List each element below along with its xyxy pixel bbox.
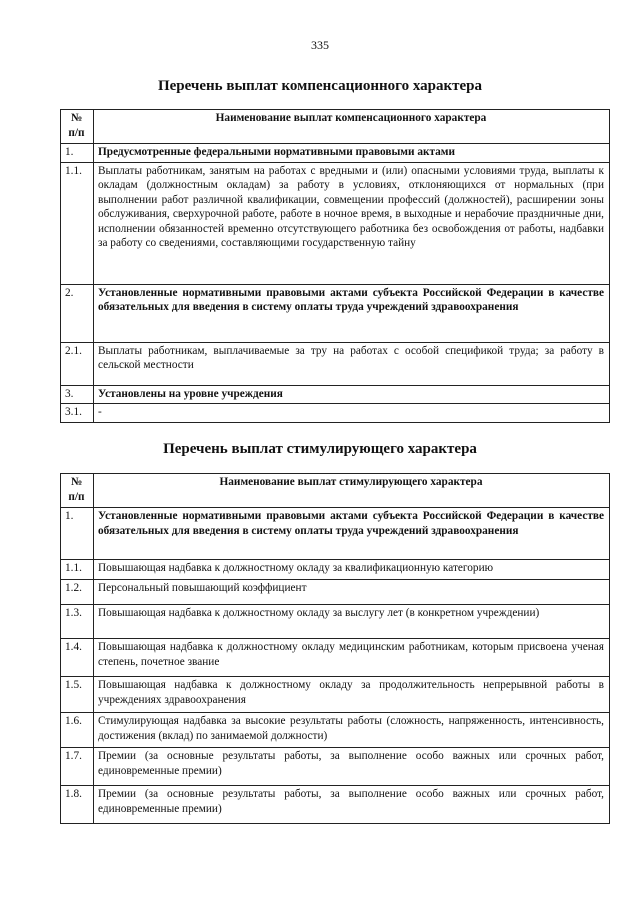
row-text: Повышающая надбавка к должностному окладу за продолжительность непрерывной работы в учреждениях здравоохранения (94, 677, 610, 713)
compensation-payments-table (60, 109, 610, 423)
table-row (61, 508, 610, 560)
table-row (61, 605, 610, 639)
table-row (61, 786, 610, 824)
row-number: 1.8. (61, 786, 94, 824)
row-text: Премии (за основные результаты работы, за выполнение особо важных или срочных работ, единовременные премии) (94, 748, 610, 786)
table-row (61, 342, 610, 385)
table-row (61, 144, 610, 163)
row-number: 1.4. (61, 639, 94, 677)
row-text: - (94, 404, 610, 423)
row-number: 1.2. (61, 580, 94, 605)
row-number: 1. (61, 144, 94, 163)
row-text: Установленные нормативными правовыми актами субъекта Российской Федерации в качестве обязательных для введения в систему оплаты труда учреждений здравоохранения (94, 284, 610, 342)
table-row (61, 385, 610, 404)
row-text: Предусмотренные федеральными нормативными правовыми актами (94, 144, 610, 163)
table-header-row (61, 110, 610, 144)
table-row (61, 162, 610, 284)
row-text: Повышающая надбавка к должностному окладу медицинским работникам, которым присвоена ученая степень, почетное звание (94, 639, 610, 677)
row-number: 1.3. (61, 605, 94, 639)
table-row (61, 284, 610, 342)
row-number: 3. (61, 385, 94, 404)
row-number: 1.7. (61, 748, 94, 786)
number-column-header: № п/п (61, 474, 94, 508)
row-text: Премии (за основные результаты работы, за выполнение особо важных или срочных работ, единовременные премии) (94, 786, 610, 824)
table-row (61, 580, 610, 605)
number-column-header: № п/п (61, 110, 94, 144)
row-number: 1.6. (61, 713, 94, 748)
table-row (61, 560, 610, 580)
table-row (61, 404, 610, 423)
table-row (61, 748, 610, 786)
page-number: 335 (311, 38, 329, 52)
table-row (61, 713, 610, 748)
name-column-header: Наименование выплат компенсационного характера (94, 110, 610, 144)
row-text: Выплаты работникам, выплачиваемые за тру на работах с особой спецификой труда; за работу в сельской местности (94, 342, 610, 385)
row-number: 2. (61, 284, 94, 342)
incentive-payments-title: Перечень выплат стимулирующего характера (163, 441, 477, 457)
compensation-payments-title: Перечень выплат компенсационного характера (157, 78, 483, 94)
name-column-header: Наименование выплат стимулирующего характера (94, 474, 610, 508)
row-number: 2.1. (61, 342, 94, 385)
incentive-payments-table (60, 473, 610, 824)
row-number: 1.5. (61, 677, 94, 713)
row-text: Персональный повышающий коэффициент (94, 580, 610, 605)
row-text: Установленные нормативными правовыми актами субъекта Российской Федерации в качестве обязательных для введения в систему оплаты труда учреждений здравоохранения (94, 508, 610, 560)
row-number: 1.1. (61, 560, 94, 580)
row-text: Повышающая надбавка к должностному окладу за квалификационную категорию (94, 560, 610, 580)
row-text: Повышающая надбавка к должностному окладу за выслугу лет (в конкретном учреждении) (94, 605, 610, 639)
table-row (61, 677, 610, 713)
row-text: Выплаты работникам, занятым на работах с вредными и (или) опасными условиями труда, выплаты к окладам (должностным окладам) за работу в условиях, отклоняющихся от нормальных (при выполнении работ различной квалификации, совмещении профессий (должностей), расширении зоны обслуживания, сверхурочной работе, работе в ночное время, в выходные и нерабочие праздничные дни, исполнении обязанностей временно отсутствующего работника без освобождения от работы, надбавки за работу со сведениями, составляющими государственную тайну (94, 162, 610, 284)
row-text: Установлены на уровне учреждения (94, 385, 610, 404)
table-row (61, 639, 610, 677)
row-number: 3.1. (61, 404, 94, 423)
row-text: Стимулирующая надбавка за высокие результаты работы (сложность, напряженность, интенсивность, достижения (вклад) по занимаемой должности) (94, 713, 610, 748)
table-header-row (61, 474, 610, 508)
row-number: 1.1. (61, 162, 94, 284)
row-number: 1. (61, 508, 94, 560)
